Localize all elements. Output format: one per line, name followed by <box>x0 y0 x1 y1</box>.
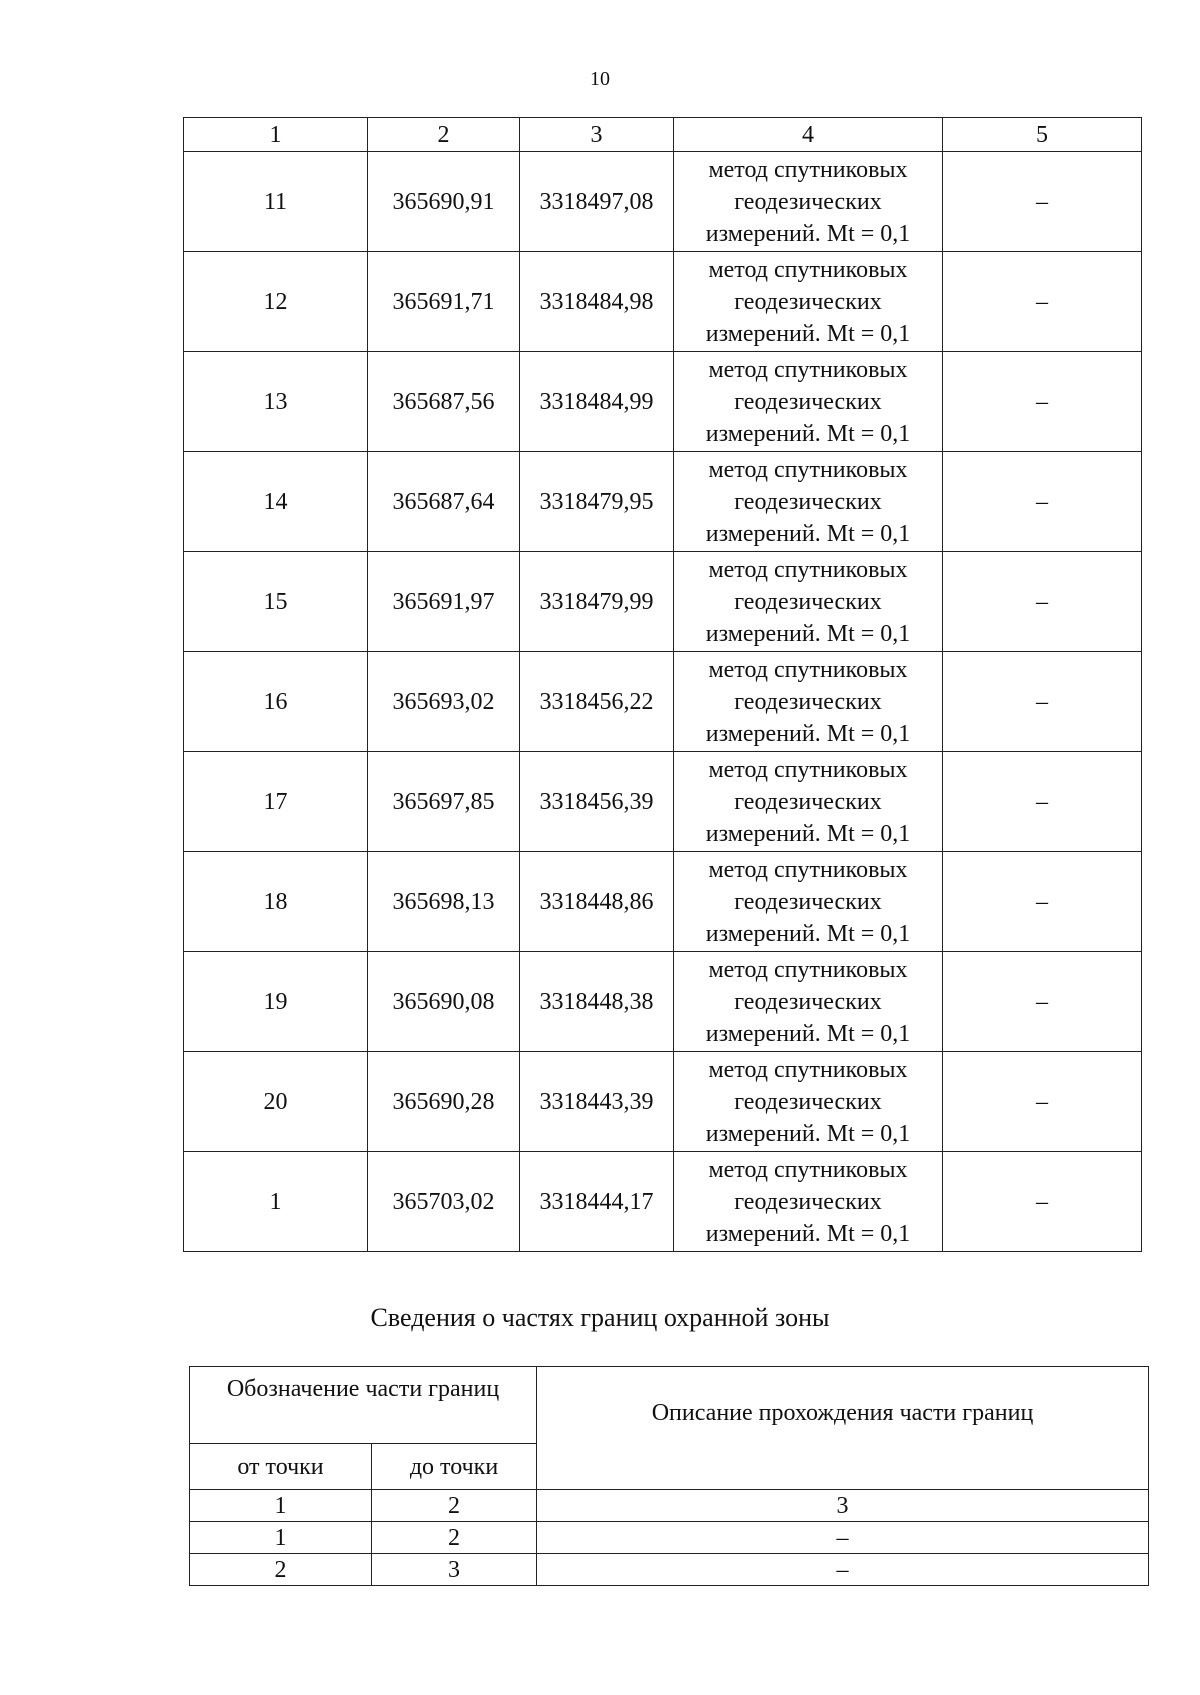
point-number-cell: 16 <box>184 652 368 752</box>
note-cell: – <box>943 452 1142 552</box>
method-line: измерений. Mt = 0,1 <box>705 720 911 747</box>
point-number-cell: 13 <box>184 352 368 452</box>
x-coordinate-cell: 365693,02 <box>368 652 520 752</box>
method-line: измерений. Mt = 0,1 <box>705 820 911 847</box>
x-coordinate-cell: 365691,71 <box>368 252 520 352</box>
description-cell: – <box>537 1522 1149 1554</box>
column-number-3: 3 <box>520 118 674 152</box>
method-line: метод спутниковых <box>708 156 908 183</box>
boundary-parts-table <box>189 1489 1149 1586</box>
method-cell <box>674 152 943 252</box>
x-coordinate-cell: 365697,85 <box>368 752 520 852</box>
to-point-cell: 2 <box>372 1522 537 1554</box>
method-line: геодезических <box>734 1088 882 1115</box>
y-coordinate-cell: 3318479,99 <box>520 552 674 652</box>
boundary-parts-header <box>189 1366 1149 1490</box>
method-line: геодезических <box>734 1188 882 1215</box>
method-cell <box>674 852 943 952</box>
y-coordinate-cell: 3318456,39 <box>520 752 674 852</box>
method-line: метод спутниковых <box>708 656 908 683</box>
page-number: 10 <box>590 68 610 90</box>
method-line: метод спутниковых <box>708 456 908 483</box>
method-line: геодезических <box>734 288 882 315</box>
method-cell <box>674 252 943 352</box>
method-line: измерений. Mt = 0,1 <box>705 420 911 447</box>
method-line: геодезических <box>734 788 882 815</box>
table-header-row <box>184 118 1142 152</box>
method-cell <box>674 452 943 552</box>
note-cell: – <box>943 552 1142 652</box>
method-line: метод спутниковых <box>708 756 908 783</box>
note-cell: – <box>943 1052 1142 1152</box>
method-cell <box>674 652 943 752</box>
table-row <box>184 552 1142 652</box>
method-line: измерений. Mt = 0,1 <box>705 520 911 547</box>
y-coordinate-cell: 3318448,86 <box>520 852 674 952</box>
table-row <box>184 1152 1142 1252</box>
method-line: измерений. Mt = 0,1 <box>705 620 911 647</box>
column-number-4: 4 <box>674 118 943 152</box>
from-point-cell: 2 <box>190 1554 372 1586</box>
method-line: метод спутниковых <box>708 1156 908 1183</box>
method-line: измерений. Mt = 0,1 <box>705 1120 911 1147</box>
to-point-header: до точки <box>372 1444 537 1490</box>
method-line: метод спутниковых <box>708 856 908 883</box>
from-point-cell: 1 <box>190 1522 372 1554</box>
parts-column-number-3: 3 <box>537 1490 1149 1522</box>
method-line: геодезических <box>734 188 882 215</box>
note-cell: – <box>943 652 1142 752</box>
y-coordinate-cell: 3318484,98 <box>520 252 674 352</box>
method-cell <box>674 1152 943 1252</box>
method-line: измерений. Mt = 0,1 <box>705 1220 911 1247</box>
x-coordinate-cell: 365687,64 <box>368 452 520 552</box>
table-row <box>184 352 1142 452</box>
method-line: геодезических <box>734 688 882 715</box>
x-coordinate-cell: 365703,02 <box>368 1152 520 1252</box>
point-number-cell: 14 <box>184 452 368 552</box>
method-line: метод спутниковых <box>708 256 908 283</box>
method-cell <box>674 1052 943 1152</box>
description-cell: – <box>537 1554 1149 1586</box>
y-coordinate-cell: 3318484,99 <box>520 352 674 452</box>
method-line: метод спутниковых <box>708 356 908 383</box>
method-cell <box>674 952 943 1052</box>
method-line: геодезических <box>734 388 882 415</box>
parts-column-number-2: 2 <box>372 1490 537 1522</box>
table-row <box>184 652 1142 752</box>
method-line: измерений. Mt = 0,1 <box>705 320 911 347</box>
method-cell <box>674 552 943 652</box>
method-line: измерений. Mt = 0,1 <box>705 1020 911 1047</box>
table-row <box>184 152 1142 252</box>
table-row <box>184 852 1142 952</box>
from-point-header: от точки <box>190 1444 372 1490</box>
table-row <box>184 1052 1142 1152</box>
section-title: Сведения о частях границ охранной зоны <box>370 1303 830 1332</box>
x-coordinate-cell: 365690,28 <box>368 1052 520 1152</box>
y-coordinate-cell: 3318444,17 <box>520 1152 674 1252</box>
x-coordinate-cell: 365698,13 <box>368 852 520 952</box>
designation-header: Обозначение части границ <box>190 1367 537 1444</box>
column-number-5: 5 <box>943 118 1142 152</box>
y-coordinate-cell: 3318443,39 <box>520 1052 674 1152</box>
point-number-cell: 17 <box>184 752 368 852</box>
table-row <box>184 252 1142 352</box>
point-number-cell: 19 <box>184 952 368 1052</box>
x-coordinate-cell: 365690,08 <box>368 952 520 1052</box>
table-row <box>184 952 1142 1052</box>
method-cell <box>674 752 943 852</box>
method-cell <box>674 352 943 452</box>
table-row <box>184 752 1142 852</box>
point-number-cell: 18 <box>184 852 368 952</box>
point-number-cell: 1 <box>184 1152 368 1252</box>
x-coordinate-cell: 365687,56 <box>368 352 520 452</box>
x-coordinate-cell: 365690,91 <box>368 152 520 252</box>
point-number-cell: 15 <box>184 552 368 652</box>
note-cell: – <box>943 1152 1142 1252</box>
column-number-2: 2 <box>368 118 520 152</box>
y-coordinate-cell: 3318456,22 <box>520 652 674 752</box>
parts-number-row <box>190 1490 1149 1522</box>
point-number-cell: 20 <box>184 1052 368 1152</box>
method-line: метод спутниковых <box>708 956 908 983</box>
method-line: измерений. Mt = 0,1 <box>705 220 911 247</box>
y-coordinate-cell: 3318479,95 <box>520 452 674 552</box>
y-coordinate-cell: 3318448,38 <box>520 952 674 1052</box>
parts-column-number-1: 1 <box>190 1490 372 1522</box>
point-number-cell: 12 <box>184 252 368 352</box>
method-line: метод спутниковых <box>708 556 908 583</box>
method-line: измерений. Mt = 0,1 <box>705 920 911 947</box>
description-header: Описание прохождения части границ <box>537 1367 1149 1490</box>
note-cell: – <box>943 852 1142 952</box>
note-cell: – <box>943 152 1142 252</box>
method-line: геодезических <box>734 488 882 515</box>
method-line: геодезических <box>734 588 882 615</box>
note-cell: – <box>943 752 1142 852</box>
table-row <box>184 452 1142 552</box>
method-line: геодезических <box>734 888 882 915</box>
x-coordinate-cell: 365691,97 <box>368 552 520 652</box>
method-line: метод спутниковых <box>708 1056 908 1083</box>
point-number-cell: 11 <box>184 152 368 252</box>
coordinates-table <box>183 117 1142 1252</box>
to-point-cell: 3 <box>372 1554 537 1586</box>
y-coordinate-cell: 3318497,08 <box>520 152 674 252</box>
table-row <box>190 1554 1149 1586</box>
note-cell: – <box>943 352 1142 452</box>
note-cell: – <box>943 952 1142 1052</box>
table-row <box>190 1522 1149 1554</box>
note-cell: – <box>943 252 1142 352</box>
column-number-1: 1 <box>184 118 368 152</box>
method-line: геодезических <box>734 988 882 1015</box>
